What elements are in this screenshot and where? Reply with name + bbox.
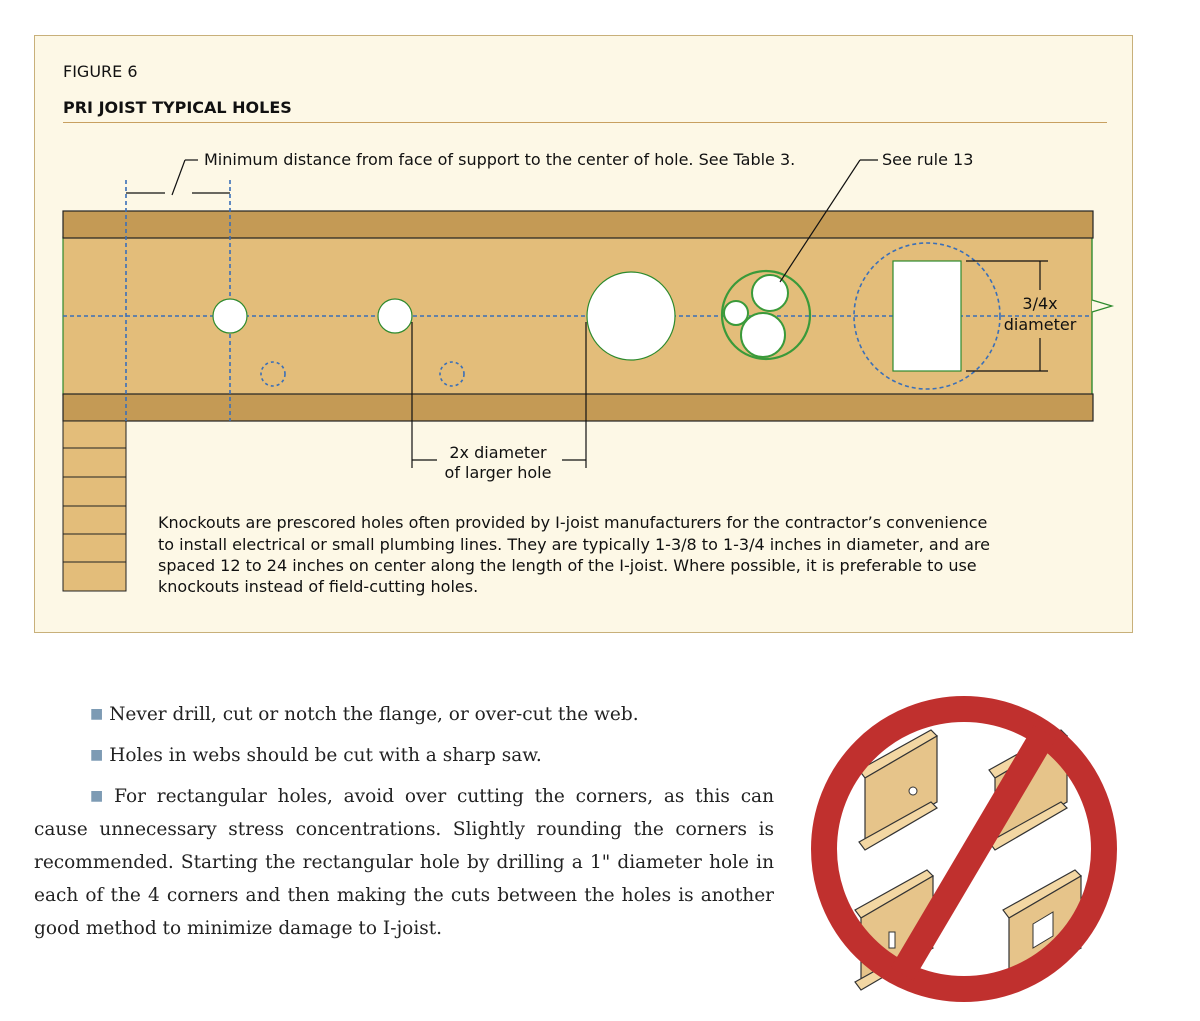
bullet-icon: ■ (90, 788, 109, 804)
support-post (63, 421, 126, 591)
guideline-2: ■ Holes in webs should be cut with a sharp saw. (90, 745, 542, 766)
knockouts-note-line4: knockouts instead of field-cutting holes. (158, 577, 479, 596)
guidelines-text (34, 698, 774, 953)
knockouts-note-line2: to install electrical or small plumbing lines. They are typically 1-3/8 to 1-3/4 inches in diameter, and are (158, 535, 990, 554)
two-x-label-line1: 2x diameter (449, 443, 547, 462)
guideline-1: ■ Never drill, cut or notch the flange, or over-cut the web. (90, 704, 639, 725)
bullet-icon: ■ (90, 747, 104, 763)
top-flange (63, 211, 1093, 238)
rectangular-hole (893, 261, 961, 371)
figure-title: PRI JOIST TYPICAL HOLES (63, 98, 292, 117)
knockouts-note-line1: Knockouts are prescored holes often provided by I-joist manufacturers for the contractor’s convenience (158, 513, 988, 532)
min-distance-label: Minimum distance from face of support to the center of hole. See Table 3. (204, 150, 796, 169)
small-hole-2 (378, 299, 412, 333)
prohibition-sign-icon (807, 692, 1121, 1006)
knockouts-note-line3: spaced 12 to 24 inches on center along the length of the I-joist. Where possible, it is preferable to use (158, 556, 977, 575)
small-hole-1 (213, 299, 247, 333)
large-hole (587, 272, 675, 360)
two-x-label-line2: of larger hole (444, 463, 552, 482)
see-rule-label: See rule 13 (882, 150, 974, 169)
bottom-flange (63, 394, 1093, 421)
three-quarter-label-line1: 3/4x (1022, 294, 1058, 313)
three-quarter-label-line2: diameter (1003, 315, 1077, 334)
joist-break-mark (1092, 237, 1112, 395)
bullet-icon: ■ (90, 706, 104, 722)
figure-number: FIGURE 6 (63, 62, 138, 81)
guideline-3: ■ For rectangular holes, avoid over cutting the corners, as this can cause unnecessary stress concentrations. Slightly rounding the corners is recommended. Starting the rectangular hole by drilling a 1" diameter hole in each of the 4 corners and then making the cuts between the holes is another good method to minimize damage to I-joist. (34, 786, 775, 939)
